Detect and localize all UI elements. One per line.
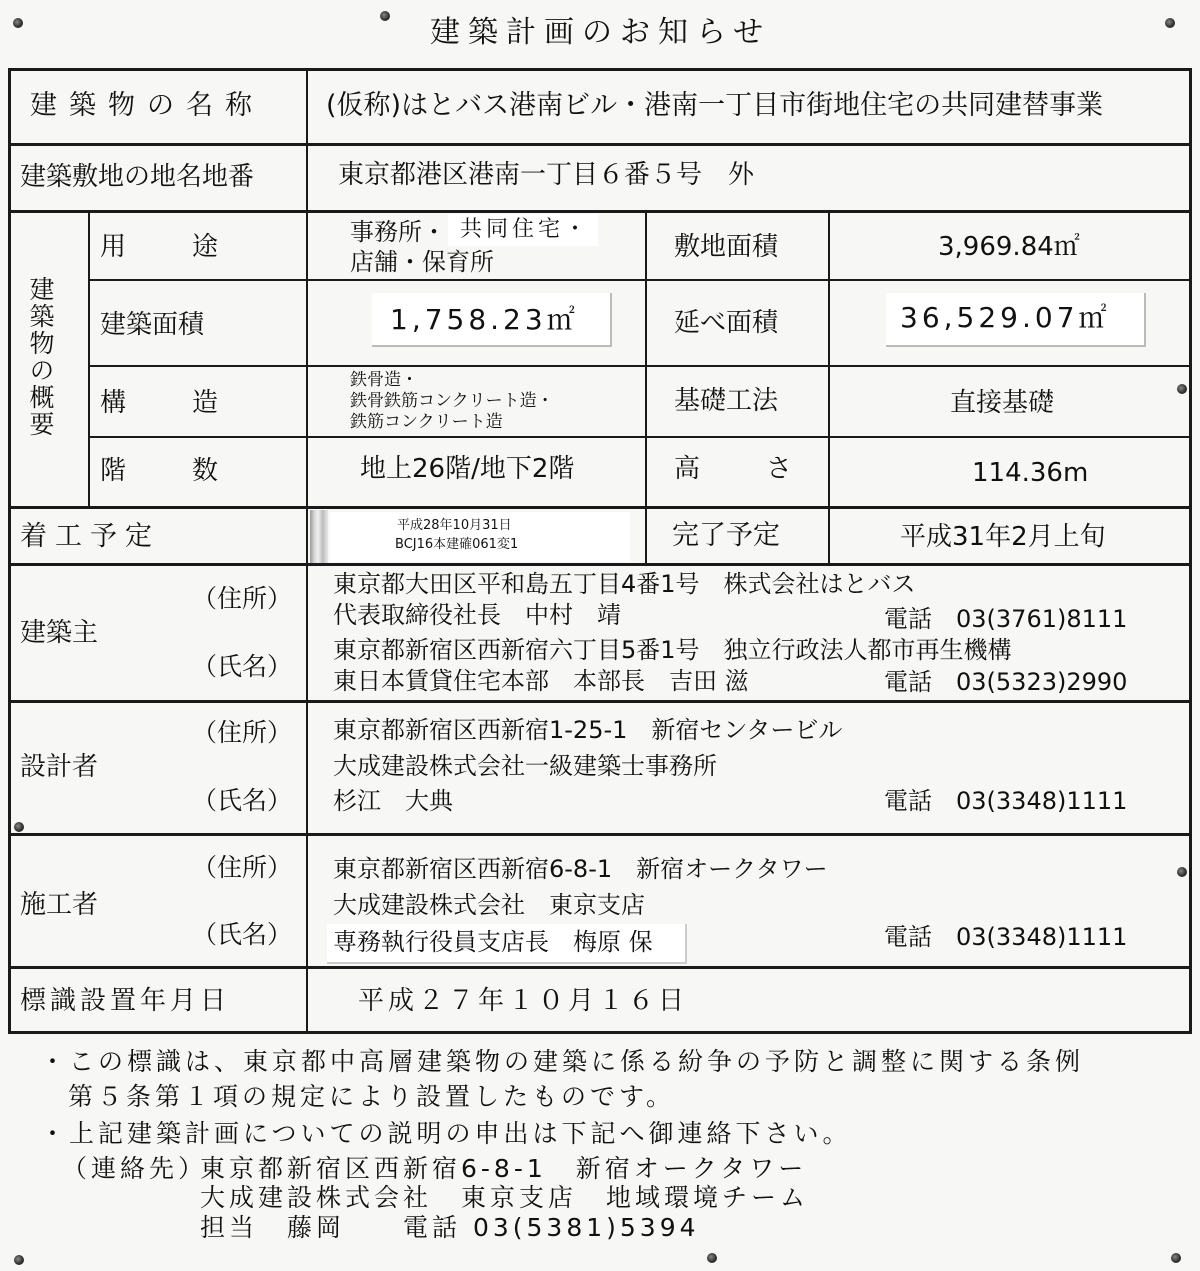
foundation-label: 基礎工法 bbox=[674, 386, 779, 416]
mounting-screw bbox=[1165, 18, 1175, 28]
building-area-value: 1,758.23㎡ bbox=[390, 303, 579, 336]
rule bbox=[8, 700, 1192, 703]
mounting-screw bbox=[14, 1255, 24, 1265]
builder-label: 施工者 bbox=[20, 890, 99, 920]
rule bbox=[88, 279, 1192, 281]
designer-phone: 電話 03(3348)1111 bbox=[884, 787, 1128, 815]
rule bbox=[8, 210, 1192, 213]
floors-label: 階 数 bbox=[100, 456, 239, 486]
designer-name-label: （氏名） bbox=[192, 786, 293, 815]
owner-address-label: （住所） bbox=[192, 584, 293, 613]
height-label: 高 さ bbox=[674, 454, 813, 484]
start-stamp-shadow bbox=[310, 510, 328, 563]
mounting-screw bbox=[14, 822, 24, 832]
site-address-value: 東京都港区港南一丁目６番５号 外 bbox=[338, 160, 755, 190]
use-value-line1: 事務所・ bbox=[350, 218, 446, 246]
sign-date-value: 平成２７年１０月１６日 bbox=[358, 986, 689, 1016]
building-name-label: 建築物の名称 bbox=[30, 90, 264, 121]
start-date: 平成28年10月31日 bbox=[397, 518, 512, 533]
builder-line1: 東京都新宿区西新宿6-8-1 新宿オークタワー bbox=[333, 855, 828, 883]
completion-label: 完了予定 bbox=[672, 520, 780, 551]
owner-label: 建築主 bbox=[20, 618, 99, 648]
contact-label: （連絡先） bbox=[62, 1154, 208, 1183]
rule bbox=[8, 833, 1192, 836]
col-divider bbox=[306, 68, 308, 1034]
mounting-screw bbox=[1177, 867, 1187, 877]
builder-line3: 専務執行役員支店長 梅原 保 bbox=[333, 928, 653, 956]
builder-address-label: （住所） bbox=[192, 853, 293, 882]
overview-label: 建築物の概要 bbox=[26, 276, 55, 438]
site-address-label: 建築敷地の地名地番 bbox=[20, 162, 255, 192]
total-floor-area-label: 延べ面積 bbox=[674, 308, 779, 338]
owner-line4: 東日本賃貸住宅本部 本部長 吉田 滋 bbox=[333, 667, 749, 695]
designer-line2: 大成建設株式会社一級建築士事務所 bbox=[333, 752, 717, 780]
col-divider bbox=[645, 210, 647, 565]
site-area-value: 3,969.84㎡ bbox=[938, 232, 1080, 262]
structure-label: 構 造 bbox=[100, 388, 239, 418]
mounting-screw bbox=[380, 11, 390, 21]
site-area-label: 敷地面積 bbox=[674, 232, 779, 262]
rule bbox=[8, 966, 1192, 969]
mounting-screw bbox=[1177, 384, 1187, 394]
structure-value-line3: 鉄筋コンクリート造 bbox=[350, 412, 503, 432]
total-floor-area-value: 36,529.07㎡ bbox=[900, 301, 1111, 334]
mounting-screw bbox=[13, 18, 23, 28]
builder-line2: 大成建設株式会社 東京支店 bbox=[333, 891, 645, 919]
foundation-value: 直接基礎 bbox=[950, 388, 1055, 418]
mounting-screw bbox=[1171, 1253, 1181, 1263]
owner-name-label: （氏名） bbox=[192, 652, 293, 681]
builder-name-label: （氏名） bbox=[192, 920, 293, 949]
rule bbox=[88, 436, 1192, 438]
rule bbox=[8, 143, 1192, 146]
start-permit-number: BCJ16本建確061変1 bbox=[395, 537, 519, 552]
building-name-value: (仮称)はとバス港南ビル・港南一丁目市街地住宅の共同建替事業 bbox=[326, 90, 1104, 121]
owner-phone2: 電話 03(5323)2990 bbox=[884, 668, 1128, 696]
owner-line3: 東京都新宿区西新宿六丁目5番1号 独立行政法人都市再生機構 bbox=[333, 636, 1012, 664]
structure-value-line2: 鉄骨鉄筋コンクリート造・ bbox=[350, 391, 554, 411]
designer-line3: 杉江 大典 bbox=[333, 787, 453, 815]
col-divider bbox=[88, 210, 90, 508]
rule bbox=[8, 1031, 1192, 1034]
use-value-patch: 共同住宅・ bbox=[460, 217, 591, 242]
rule bbox=[8, 506, 1192, 509]
owner-line1: 東京都大田区平和島五丁目4番1号 株式会社はとバス bbox=[333, 570, 916, 598]
structure-value-line1: 鉄骨造・ bbox=[350, 370, 418, 390]
building-area-label: 建築面積 bbox=[100, 310, 205, 340]
col-divider bbox=[828, 210, 830, 565]
mounting-screw bbox=[707, 1253, 717, 1263]
note1-line1: ・この標識は、東京都中高層建築物の建築に係る紛争の予防と調整に関する条例 bbox=[40, 1047, 1085, 1076]
note2: ・上記建築計画についての説明の申出は下記へ御連絡下さい。 bbox=[40, 1119, 852, 1148]
contact-line2: 大成建設株式会社 東京支店 地域環境チーム bbox=[200, 1183, 810, 1212]
use-label: 用 途 bbox=[100, 232, 239, 262]
builder-phone: 電話 03(3348)1111 bbox=[884, 923, 1128, 951]
contact-line1: 東京都新宿区西新宿6-8-1 新宿オークタワー bbox=[200, 1154, 808, 1183]
completion-value: 平成31年2月上旬 bbox=[900, 522, 1106, 552]
note1-line2: 第５条第１項の規定により設置したものです。 bbox=[68, 1082, 676, 1111]
designer-label: 設計者 bbox=[20, 752, 99, 782]
use-value-line2: 店舗・保育所 bbox=[350, 248, 494, 276]
designer-address-label: （住所） bbox=[192, 718, 293, 747]
notice-title: 建築計画のお知らせ bbox=[430, 15, 772, 50]
rule bbox=[8, 563, 1192, 566]
owner-phone1: 電話 03(3761)8111 bbox=[884, 605, 1128, 633]
designer-line1: 東京都新宿区西新宿1-25-1 新宿センタービル bbox=[333, 716, 843, 744]
owner-line2: 代表取締役社長 中村 靖 bbox=[333, 601, 621, 629]
start-label: 着工予定 bbox=[20, 521, 160, 552]
frame-top bbox=[8, 68, 1192, 71]
rule bbox=[88, 365, 1192, 367]
contact-line3: 担当 藤岡 電話 03(5381)5394 bbox=[200, 1213, 700, 1242]
floors-value: 地上26階/地下2階 bbox=[360, 454, 575, 484]
height-value: 114.36m bbox=[972, 458, 1089, 488]
sign-date-label: 標識設置年月日 bbox=[20, 986, 231, 1016]
